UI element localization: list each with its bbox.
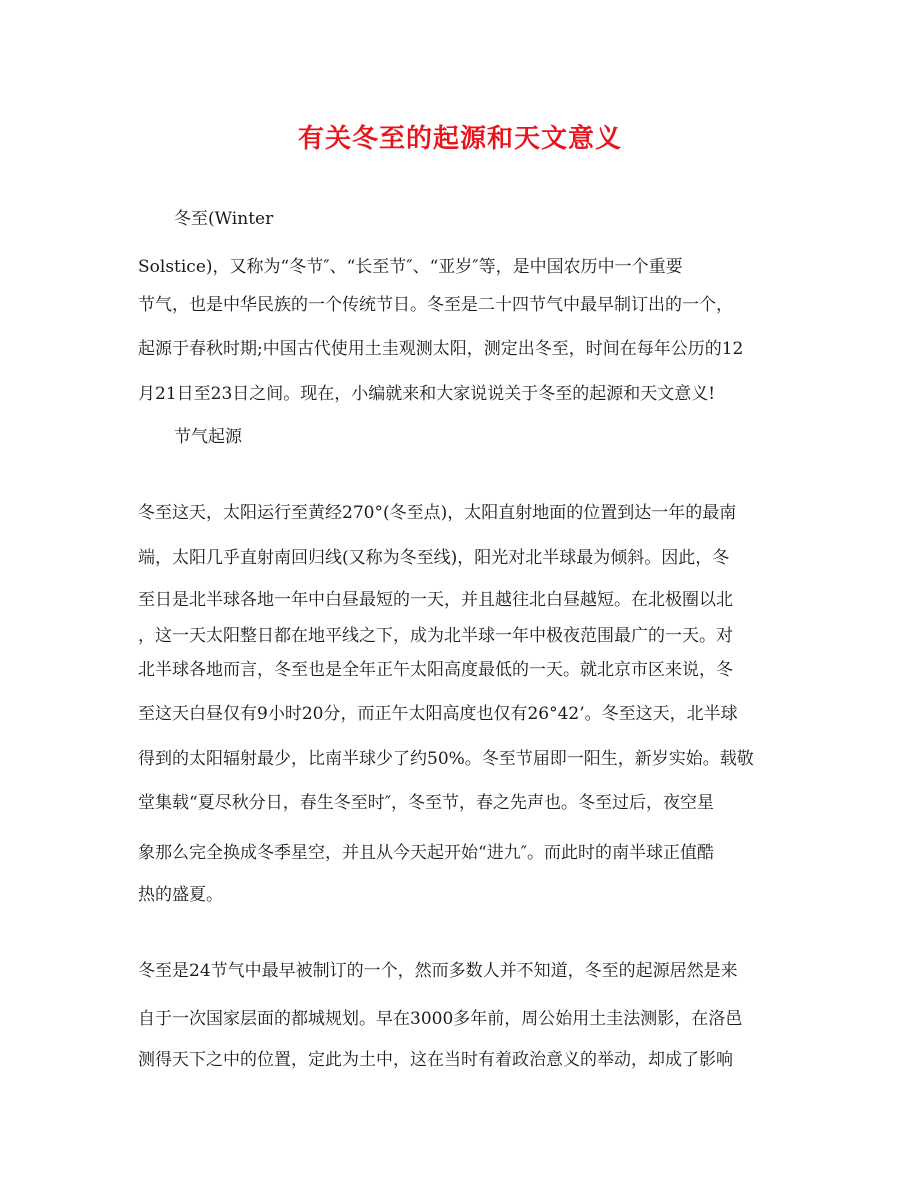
paragraph-line: 节气，也是中华民族的一个传统节日。冬至是二十四节气中最早制订出的一个， xyxy=(138,295,733,315)
paragraph-line: 冬至是24节气中最早被制订的一个，然而多数人并不知道，冬至的起源居然是来 xyxy=(138,961,738,981)
paragraph-line: 端，太阳几乎直射南回归线(又称为冬至线)，阳光对北半球最为倾斜。因此，冬 xyxy=(138,548,730,568)
paragraph-line: 得到的太阳辐射最少，比南半球少了约50%。冬至节届即一阳生，新岁实始。载敬 xyxy=(138,749,754,769)
paragraph-line: 起源于春秋时期;中国古代使用土圭观测太阳，测定出冬至，时间在每年公历的12 xyxy=(138,339,744,359)
paragraph-line: 自于一次国家层面的都城规划。早在3000多年前，周公始用土圭法测影，在洛邑 xyxy=(138,1009,743,1029)
paragraph-line: 冬至这天，太阳运行至黄经270°(冬至点)，太阳直射地面的位置到达一年的最南 xyxy=(138,503,737,523)
paragraph-line: 至日是北半球各地一年中白昼最短的一天，并且越往北白昼越短。在北极圈以北 xyxy=(138,590,733,610)
section-heading: 节气起源 xyxy=(174,427,242,447)
paragraph-line: ，这一天太阳整日都在地平线之下，成为北半球一年中极夜范围最广的一天。对 xyxy=(138,626,733,646)
paragraph-line: 堂集载“夏尽秋分日，春生冬至时″，冬至节，春之先声也。冬至过后，夜空星 xyxy=(138,793,715,813)
paragraph-line: 北半球各地而言，冬至也是全年正午太阳高度最低的一天。就北京市区来说，冬 xyxy=(138,660,733,680)
paragraph-line: 象那么完全换成冬季星空，并且从今天起开始“进九″。而此时的南半球正值酷 xyxy=(138,843,715,863)
paragraph-line: Solstice)，又称为“冬节″、“长至节″、“亚岁″等，是中国农历中一个重要 xyxy=(138,257,683,277)
paragraph-line: 测得天下之中的位置，定此为土中，这在当时有着政治意义的举动，却成了影响 xyxy=(138,1050,733,1070)
document-title: 有关冬至的起源和天文意义 xyxy=(297,124,622,154)
paragraph-line: 冬至(Winter xyxy=(174,209,274,229)
paragraph-line: 至这天白昼仅有9小时20分，而正午太阳高度也仅有26°42’。冬至这天，北半球 xyxy=(138,704,738,724)
paragraph-line: 月21日至23日之间。现在，小编就来和大家说说关于冬至的起源和天文意义! xyxy=(138,384,716,404)
paragraph-line: 热的盛夏。 xyxy=(138,885,223,905)
